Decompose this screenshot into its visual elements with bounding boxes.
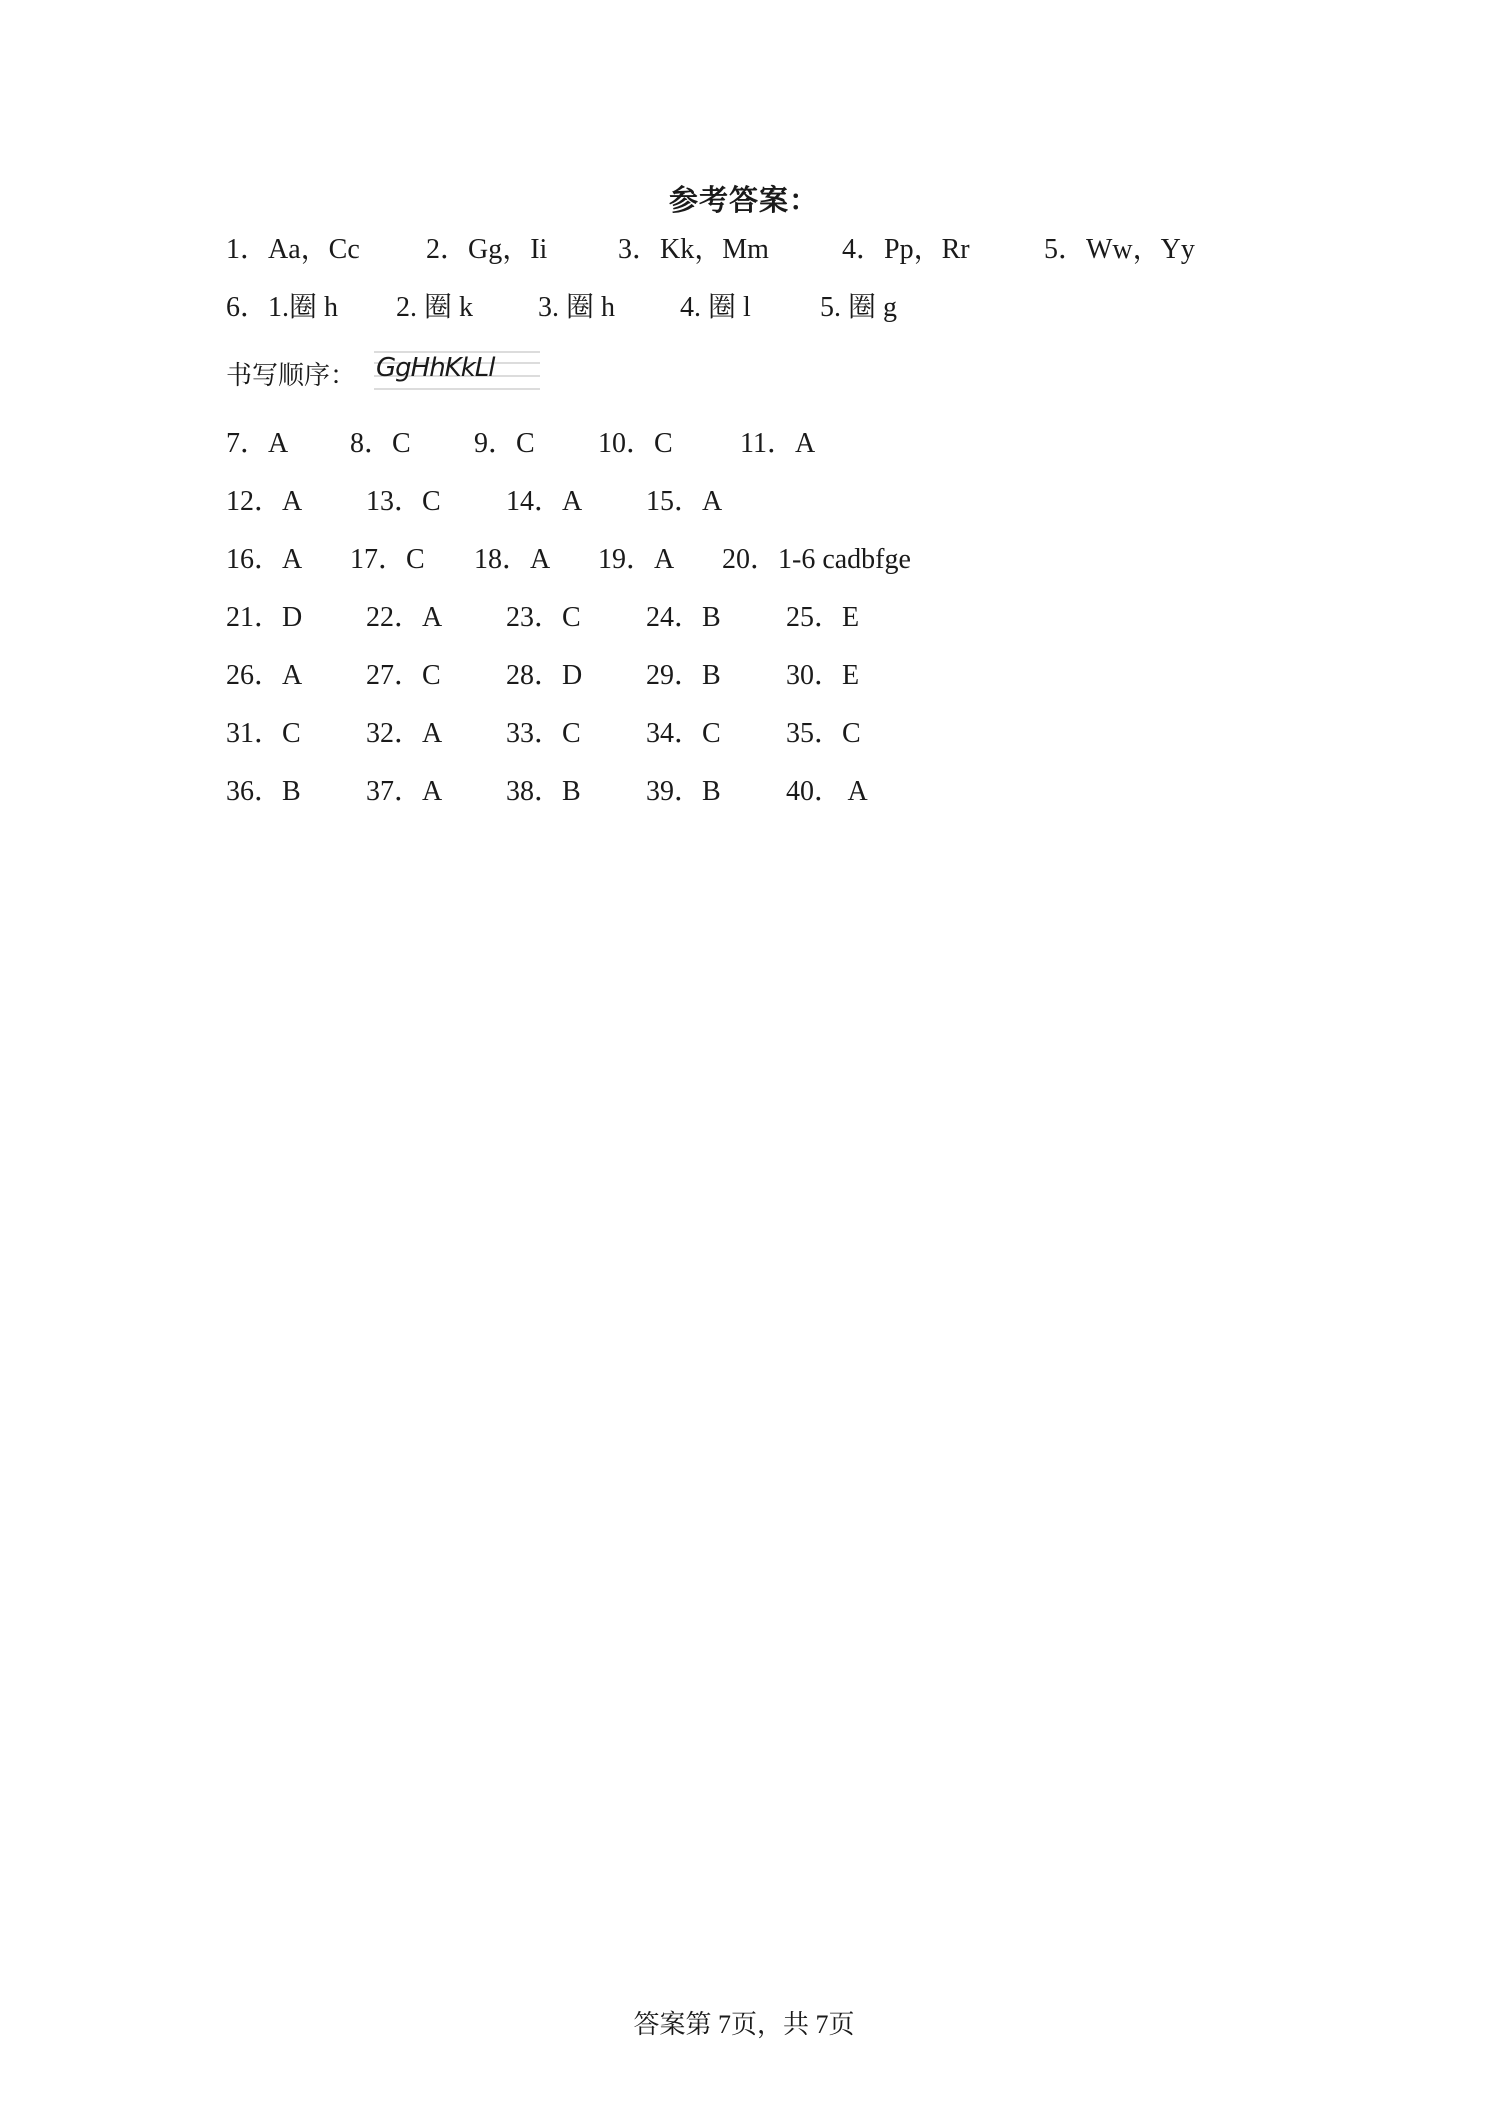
answer-item: 2. 圈 k [396,292,474,323]
handwriting-sample [374,346,540,400]
answer-item: 21．D [226,602,303,633]
answer-item: 19．A [598,544,675,575]
handwriting-text: GgHhKkLl [376,353,495,383]
answer-item: 11．A [740,428,816,459]
answer-item: 9．C [474,428,535,459]
answer-item: 26．A [226,660,303,691]
answer-item: 14．A [506,486,583,517]
answer-item: 35．C [786,718,861,749]
answer-item: 1．Aa，Cc [226,234,360,265]
answer-item: 3．Kk，Mm [618,234,769,265]
answer-item: 18．A [474,544,551,575]
answer-item: 7．A [226,428,289,459]
answer-item: 33．C [506,718,581,749]
answer-item: 17．C [350,544,425,575]
answer-item: 8．C [350,428,411,459]
answer-item: 5．Ww，Yy [1044,234,1195,265]
answer-item: 28．D [506,660,583,691]
answer-item: 39．B [646,776,721,807]
answer-item: 5. 圈 g [820,292,898,323]
answer-item: 27．C [366,660,441,691]
answer-item: 34．C [646,718,721,749]
page-footer: 答案第 7页，共 7页 [633,2010,855,2039]
answer-item: 30．E [786,660,860,691]
answer-item: 40． A [786,776,868,807]
answer-item: 24．B [646,602,721,633]
answer-item: 38．B [506,776,581,807]
answer-item: 32．A [366,718,443,749]
answer-item: 23．C [506,602,581,633]
answer-item: 16．A [226,544,303,575]
answer-item: 2．Gg，Ii [426,234,548,265]
answer-item: 12．A [226,486,303,517]
writing-order-label: 书写顺序： [226,361,357,391]
answer-item: 13．C [366,486,441,517]
answer-item: 37．A [366,776,443,807]
answer-item: 29．B [646,660,721,691]
answer-item: 22．A [366,602,443,633]
answer-item: 10．C [598,428,673,459]
answer-item: 3. 圈 h [538,292,616,323]
answer-item: 20．1-6 cadbfge [722,544,911,575]
answer-item: 4．Pp，Rr [842,234,970,265]
answer-item: 15．A [646,486,723,517]
answer-item: 31．C [226,718,301,749]
page-title: 参考答案： [668,185,819,217]
answer-item: 4. 圈 l [680,292,751,323]
answer-item: 6．1.圈 h [226,292,339,323]
answer-item: 25．E [786,602,860,633]
answer-item: 36．B [226,776,301,807]
